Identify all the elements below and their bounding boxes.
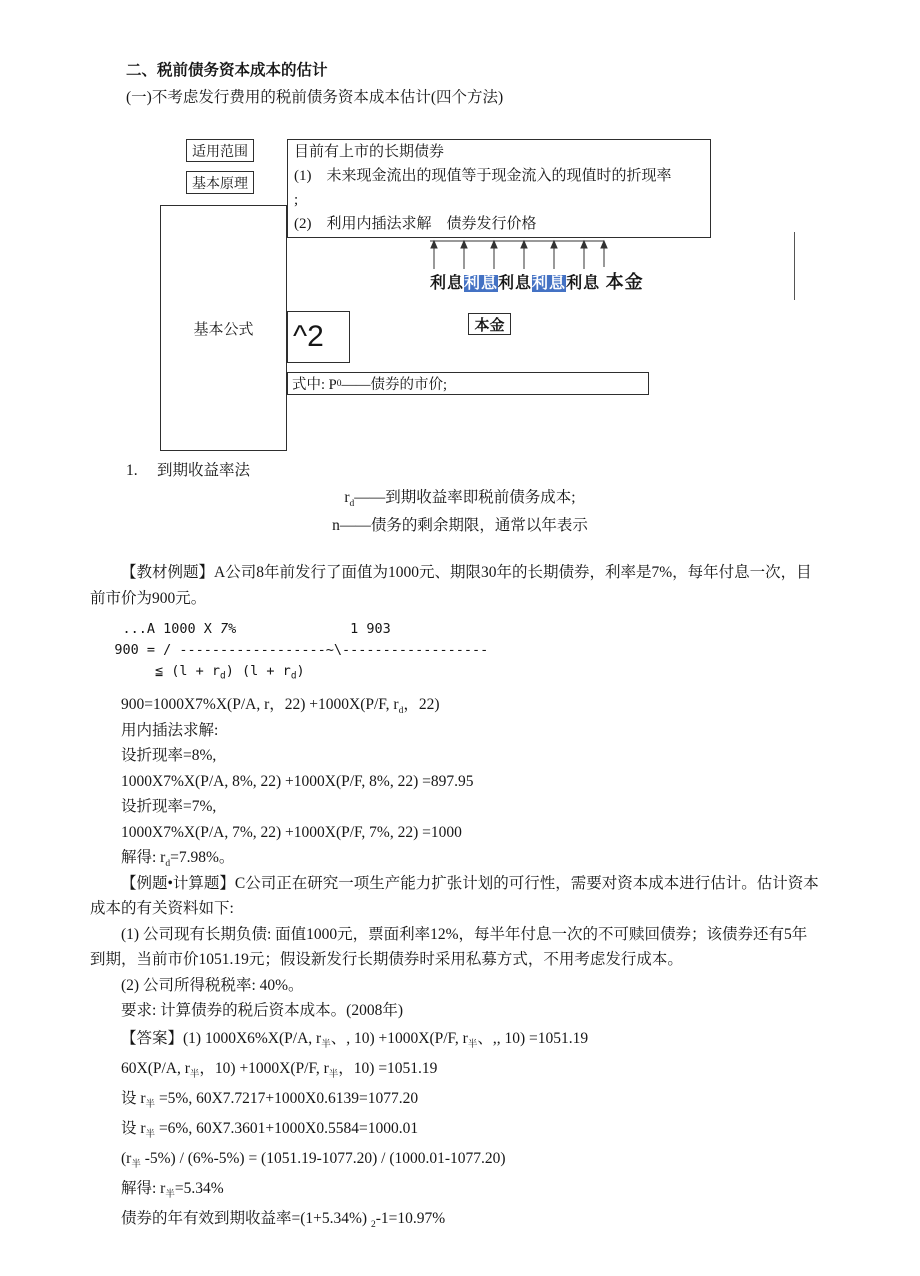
right-rule bbox=[794, 232, 795, 300]
formula-note-box: 式中: P 0 ——债券的市价; bbox=[287, 372, 649, 395]
paragraph: 解得: $r_d=7.98\%$。 bbox=[121, 849, 235, 870]
paragraph: 设 $r_半 =6\%$, 60X7.3601+1000X0.5584=1000.01 bbox=[121, 1119, 419, 1140]
paragraph: 设折现率=8%, bbox=[121, 747, 217, 764]
paragraph: 60X(P/A, $r_半$，10) +1000X(P/F, $r_半$，10) =1051.19 bbox=[121, 1059, 438, 1080]
paragraph: 【例题•计算题】C公司正在研究一项生产能力扩张计划的可行性，需要对资本成本进行估计。估计资本成本的有关资料如下: bbox=[90, 874, 819, 917]
basic-formula-label: 基本公式 bbox=[193, 321, 254, 338]
paragraph: 要求: 计算债券的税后资本成本。(2008年) bbox=[121, 1002, 404, 1019]
document-title: 二、税前债务资本成本的估计 bbox=[126, 62, 328, 79]
paragraph: (2) 公司所得税税率: 40%。 bbox=[121, 976, 304, 994]
ytm-definitions bbox=[0, 484, 920, 540]
paragraph: (1) 公司现有长期负债: 面值1000元，票面利率12%，每半年付息一次的不可赎回债券；该债券还有5年到期，当前市价1051.19元；假设新发行长期债券时采用私募方式，不用考虑发行成本。 bbox=[90, 925, 808, 968]
paragraph: 1000X7%X(P/A, 8%, 22) +1000X(P/F, 8%, 22) =897.95 bbox=[121, 772, 474, 790]
paragraph: 【教材例题】A公司8年前发行了面值为1000元、期限30年的长期债券，利率是7%，每年付息一次，目前市价为900元。 bbox=[90, 564, 812, 607]
paragraph: ...A 1000 X 7% 1 903 bbox=[90, 621, 391, 637]
principal-box: 本金 bbox=[468, 313, 511, 335]
paragraph: 用内插法求解: bbox=[121, 721, 219, 739]
interest-timeline: 利息利息利息利息利息 本金 bbox=[430, 272, 644, 292]
paragraph: 债券的年有效到期收益率=(1+5.34%) $_2$-1=10.97% bbox=[121, 1209, 446, 1230]
formula-image-placeholder: ^2 bbox=[287, 311, 350, 363]
principle-content-box bbox=[287, 139, 711, 238]
paragraph: 设折现率=7%, bbox=[121, 798, 217, 815]
document-body bbox=[0, 560, 920, 1234]
paragraph: 900=1000X7%X(P/A, r，22) +1000X(P/F, $r_d$，22) bbox=[121, 696, 440, 717]
line: ; bbox=[294, 192, 299, 208]
line: (1) 未来现金流出的现值等于现金流入的现值时的折现率 bbox=[294, 168, 672, 184]
paragraph: 设 $r_半 =5\%$, 60X7.7217+1000X0.6139=1077.20 bbox=[121, 1089, 419, 1110]
paragraph: 解得: $r_半=5.34\%$ bbox=[121, 1179, 224, 1200]
section-heading: 1. 到期收益率法 bbox=[126, 462, 251, 479]
paragraph: ($r_半$ -5%) / (6%-5%) = (1051.19-1077.20) / (1000.01-1077.20) bbox=[121, 1149, 506, 1170]
document-subtitle: (一)不考虑发行费用的税前债务资本成本估计(四个方法) bbox=[126, 89, 504, 106]
paragraph: ≦ $(l + r_d)$ $(l + r_d)$ bbox=[90, 663, 305, 682]
ytm-definition-n: n——债务的剩余期限，通常以年表示 bbox=[332, 517, 588, 534]
basic-formula-box bbox=[160, 205, 287, 451]
line: 目前有上市的长期债券 bbox=[294, 144, 445, 160]
paragraph: 【答案】(1) 1000X6%X(P/A, $r_半$、, 10) +1000X(P/F, $r_半$、,, 10) =1051.19 bbox=[121, 1029, 589, 1050]
paragraph: 1000X7%X(P/A, 7%, 22) +1000X(P/F, 7%, 22) =1000 bbox=[121, 823, 462, 841]
scope-label-box: 适用范围 bbox=[186, 139, 254, 162]
paragraph: 900 = / ------------------~\------------------ bbox=[90, 642, 489, 658]
principle-label-box: 基本原理 bbox=[186, 171, 254, 194]
line: (2) 利用内插法求解 债券发行价格 bbox=[294, 216, 537, 232]
ytm-definition-rd: $r_d——$到期收益率即税前债务成本; bbox=[344, 489, 576, 510]
